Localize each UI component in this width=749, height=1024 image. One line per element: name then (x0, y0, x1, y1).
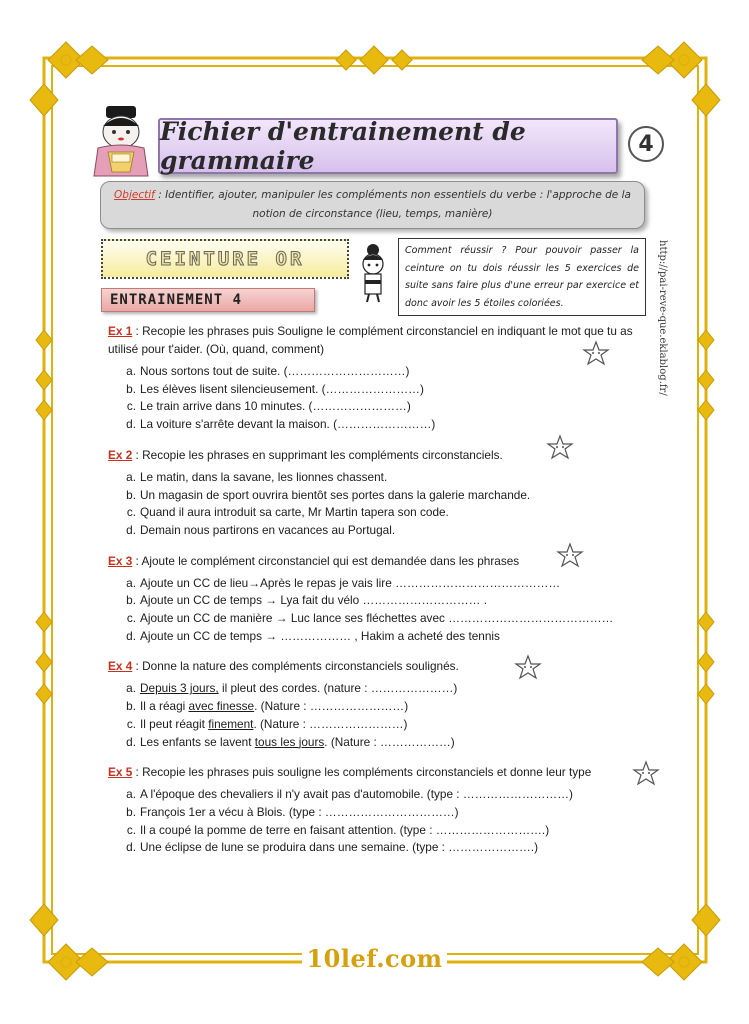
list-item: a. Le matin, dans la savane, les lionnes chassent. (126, 469, 388, 484)
exercise-label: Ex 2 (108, 447, 133, 462)
exercise-4 (108, 657, 648, 751)
list-item: c. Il a coupé la pomme de terre en faisant attention. (type : ……………………….) (126, 822, 550, 837)
exercises-section (108, 322, 648, 857)
exercise-instruction: : Recopie les phrases puis Souligne le complément circonstanciel en indiquant le mot que tu as utilisé pour t'aider. (Où, quand, comment) (108, 324, 633, 356)
exercise-5 (108, 763, 648, 857)
list-item: c. Il peut réagit finement. (Nature : ……………………) (126, 716, 408, 731)
worksheet-number-badge: 4 (628, 126, 664, 162)
list-item: b. Les élèves lisent silencieusement. (……………………) (126, 381, 424, 396)
list-item: a. Ajoute un CC de lieu→Après le repas je vais lire …………………………………… (126, 575, 561, 590)
belt-level-text: CEINTURE OR (145, 248, 305, 270)
list-item: d. Demain nous partirons en vacances au Portugal. (126, 522, 396, 537)
star-icon (546, 434, 574, 460)
list-item: a. A l'époque des chevaliers il n'y avait pas d'automobile. (type : ………………………) (126, 787, 573, 802)
worksheet-title: Fichier d'entrainement de grammaire (160, 117, 526, 175)
geisha-illustration (86, 102, 156, 178)
star-icon (556, 542, 584, 568)
star-icon (514, 654, 542, 680)
star-icon (582, 340, 610, 366)
list-item: b. Un magasin de sport ouvrira bientôt ses portes dans la galerie marchande. (126, 487, 531, 502)
exercise-label: Ex 3 (108, 553, 133, 568)
training-banner-text: ENTRAINEMENT 4 (110, 292, 243, 308)
exercise-label: Ex 1 (108, 324, 133, 338)
list-item: b. François 1er a vécu à Blois. (type : ……………………………) (126, 804, 459, 819)
character-illustration (354, 242, 392, 304)
how-to-succeed-box: Comment réussir ? Pour pouvoir passer la ceinture on tu dois réussir les 5 exercices de suite sans faire plus d'une erreur par exercice et donc avoir les 5 étoiles coloriées. (398, 238, 646, 316)
objective-text-line2: notion de circonstance (lieu, temps, manière) (252, 208, 493, 220)
training-banner (101, 288, 315, 312)
exercise-instruction: : Recopie les phrases en supprimant les compléments circonstanciels. (132, 447, 503, 462)
objective-text-line1: : Identifier, ajouter, manipuler les compléments non essentiels du verbe : l'approche de la (154, 189, 631, 201)
exercise-label: Ex 5 (108, 765, 133, 780)
exercise-label: Ex 4 (108, 659, 133, 674)
list-item: a. Nous sortons tout de suite. (…………………………) (126, 364, 410, 378)
list-item: a. Depuis 3 jours, il pleut des cordes. (nature : …………………) (126, 681, 458, 696)
list-item: b. Il a réagi avec finesse. (Nature : ……………………) (126, 699, 409, 714)
exercise-1 (108, 322, 648, 434)
exercise-instruction: : Ajoute le complément circonstanciel qui est demandée dans les phrases (132, 553, 520, 568)
footer-watermark: 10lef.com (0, 944, 749, 973)
objective-box (100, 181, 645, 229)
list-item: d. Les enfants se lavent tous les jours. (Nature : ………………) (126, 734, 455, 749)
list-item: b. Ajoute un CC de temps → Lya fait du vélo ………………………… . (126, 593, 488, 608)
exercise-instruction: : Recopie les phrases puis souligne les compléments circonstanciels et donne leur type (132, 765, 592, 780)
star-icon (632, 760, 660, 786)
list-item: d. Ajoute un CC de temps → ……………… , Hakim a acheté des tennis (126, 628, 500, 643)
objective-label: Objectif (114, 189, 155, 201)
list-item: c. Ajoute un CC de manière → Luc lance ses fléchettes avec …………………………………… (126, 611, 614, 626)
list-item: d. La voiture s'arrête devant la maison. (……………………) (126, 417, 436, 432)
worksheet-title-banner (158, 118, 618, 174)
list-item: d. Une éclipse de lune se produira dans une semaine. (type : ………………….) (126, 840, 539, 855)
source-url: http://pai-reve-que.eklablog.fr/ (657, 240, 668, 396)
list-item: c. Le train arrive dans 10 minutes. (……………………) (126, 399, 411, 414)
belt-level-box (101, 239, 349, 279)
list-item: c. Quand il aura introduit sa carte, Mr Martin tapera son code. (126, 505, 449, 520)
exercise-instruction: : Donne la nature des compléments circonstanciels soulignés. (132, 659, 459, 674)
